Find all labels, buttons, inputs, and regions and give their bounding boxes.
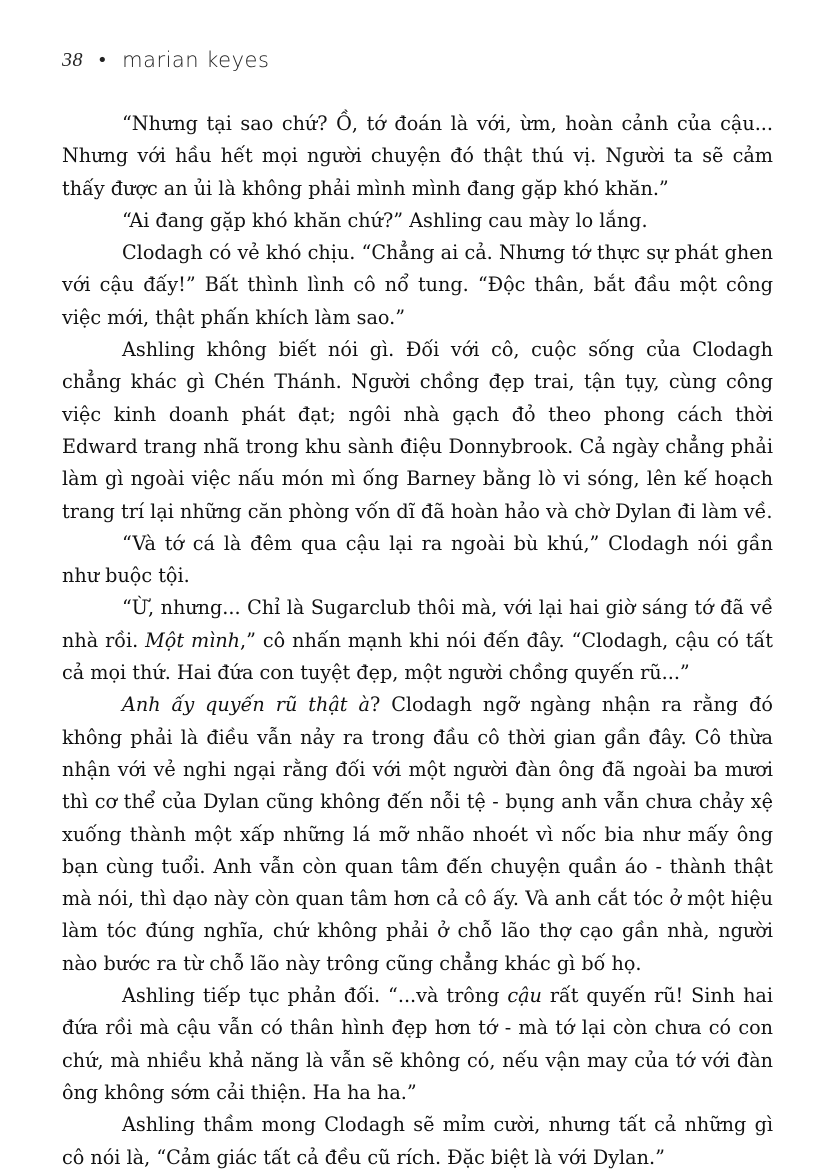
italic-text: Một mình: [145, 628, 241, 652]
page-number: 38: [62, 48, 83, 71]
paragraph-4: [62, 334, 773, 528]
header-separator: •: [97, 49, 109, 71]
author-name: marian keyes: [122, 48, 270, 72]
paragraph-2: [62, 205, 773, 237]
paragraph-9: [62, 1109, 773, 1174]
paragraph-5: [62, 528, 773, 593]
paragraph-text: Ashling không biết nói gì. Đối với cô, cuộc sống của Clodagh chẳng khác gì Chén Thánh. Người chồng đẹp trai, tận tụy, cùng công việc kinh doanh phát đạt; ngôi nhà gạch đỏ theo phong cách thời Edward trang nhã trong khu sành điệu Donnybrook. Cả ngày chẳng phải làm gì ngoài việc nấu món mì ống Barney bằng lò vi sóng, lên kế hoạch trang trí lại những căn phòng vốn dĩ đã hoàn hảo và chờ Dylan đi làm về.: [62, 338, 773, 523]
paragraph-text: ? Clodagh ngỡ ngàng nhận ra rằng đó không phải là điều vẫn nảy ra trong đầu cô thời gian gần đây. Cô thừa nhận với vẻ nghi ngại rằng đối với một người đàn ông đã ngoài ba mươi thì cơ thể của Dylan cũng không đến nỗi tệ - bụng anh vẫn chưa chảy xệ xuống thành một xấp những lá mỡ nhão nhoét vì nốc bia như mấy ông bạn cùng tuổi. Anh vẫn còn quan tâm đến chuyện quần áo - thành thật mà nói, thì dạo này còn quan tâm hơn cả cô ấy. Và anh cắt tóc ở một hiệu làm tóc đúng nghĩa, chứ không phải ở chỗ lão thợ cạo gần nhà, người nào bước ra từ chỗ lão này trông cũng chẳng khác gì bố họ.: [62, 693, 773, 975]
paragraph-text: ,” cô nhấn mạnh khi nói đến đây. “Clodagh, cậu có tất cả mọi thứ. Hai đứa con tuyệt đẹp, một người chồng quyến rũ...”: [62, 628, 773, 685]
italic-text: cậu: [507, 984, 542, 1008]
paragraph-3: [62, 237, 773, 334]
paragraph-text: “Nhưng tại sao chứ? Ồ, tớ đoán là với, ừm, hoàn cảnh của cậu... Nhưng với hầu hết mọi người chuyện đó thật thú vị. Người ta sẽ cảm thấy được an ủi là không phải mình mình đang gặp khó khăn.”: [62, 112, 773, 200]
body-text: [62, 108, 773, 1174]
paragraph-text: Ashling thầm mong Clodagh sẽ mỉm cười, nhưng tất cả những gì cô nói là, “Cảm giác tất cả đều cũ rích. Đặc biệt là với Dylan.”: [62, 1113, 773, 1169]
paragraph-text: “Và tớ cá là đêm qua cậu lại ra ngoài bù khú,” Clodagh nói gần như buộc tội.: [62, 531, 773, 588]
paragraph-8: [62, 980, 773, 1109]
paragraph-text: Ashling tiếp tục phản đối. “...và trông: [122, 984, 508, 1008]
paragraph-text: Clodagh có vẻ khó chịu. “Chẳng ai cả. Nhưng tớ thực sự phát ghen với cậu đấy!” Bất thình lình cô nổ tung. “Độc thân, bắt đầu một công việc mới, thật phấn khích làm sao.”: [62, 241, 773, 329]
paragraph-1: [62, 108, 773, 205]
paragraph-text: rất quyến rũ! Sinh hai đứa rồi mà cậu vẫn có thân hình đẹp hơn tớ - mà tớ lại còn chưa có con chứ, mà nhiều khả năng là vẫn sẽ không có, nếu vận may của tớ với đàn ông không sớm cải thiện. Ha ha ha.”: [62, 984, 774, 1104]
italic-text: Anh ấy quyến rũ thật à: [122, 693, 370, 717]
running-header: [62, 48, 269, 72]
paragraph-text: “Ừ, nhưng... Chỉ là Sugarclub thôi mà, với lại hai giờ sáng tớ đã về nhà rồi.: [62, 596, 773, 652]
paragraph-7: [62, 689, 773, 980]
paragraph-6: [62, 592, 773, 689]
paragraph-text: “Ai đang gặp khó khăn chứ?” Ashling cau mày lo lắng.: [122, 208, 648, 232]
